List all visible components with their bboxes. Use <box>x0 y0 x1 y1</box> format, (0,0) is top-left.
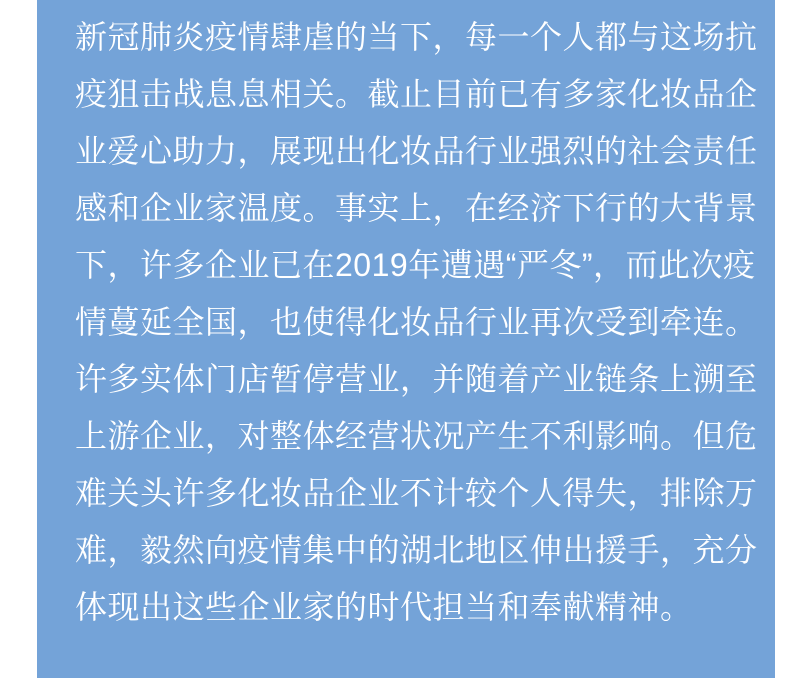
article-panel <box>37 0 775 678</box>
article-line: 上游企业，对整体经营状况产生不利影响。但危 <box>75 418 758 454</box>
article-line: 难关头许多化妆品企业不计较个人得失，排除万 <box>75 475 758 511</box>
article-line: 体现出这些企业家的时代担当和奉献精神。 <box>75 589 693 625</box>
article-line: 业爱心助力，展现出化妆品行业强烈的社会责任 <box>75 133 758 169</box>
article-line: 难，毅然向疫情集中的湖北地区伸出援手，充分 <box>75 532 758 568</box>
article-line: 疫狙击战息息相关。截止目前已有多家化妆品企 <box>75 76 758 112</box>
article-line: 情蔓延全国，也使得化妆品行业再次受到牵连。 <box>75 304 758 340</box>
article-line: 许多实体门店暂停营业，并随着产业链条上溯至 <box>75 361 758 397</box>
article-line: 新冠肺炎疫情肆虐的当下，每一个人都与这场抗 <box>75 19 758 55</box>
article-line: 感和企业家温度。事实上，在经济下行的大背景 <box>75 190 758 226</box>
article-line: 下，许多企业已在2019年遭遇“严冬”，而此次疫 <box>75 247 756 283</box>
